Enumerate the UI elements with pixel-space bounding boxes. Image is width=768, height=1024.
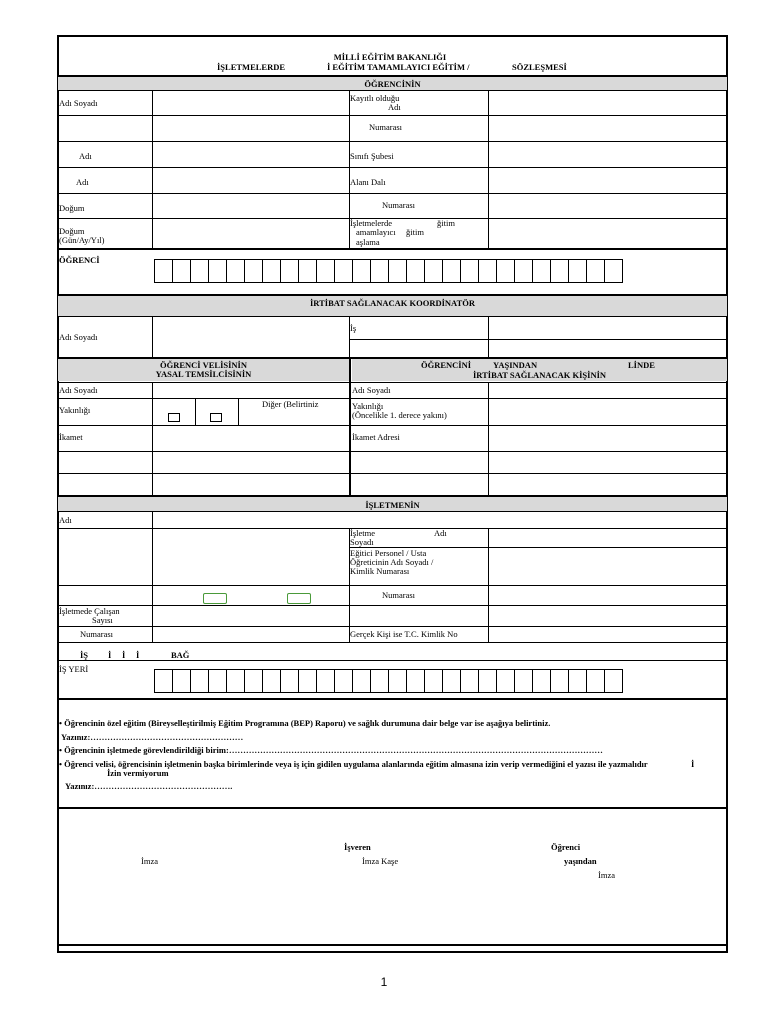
- student-birthplace-label: Doğum: [59, 203, 85, 213]
- training-label-4: ğitim: [406, 227, 424, 237]
- trainer-label-1: Eğitici Personel / Usta: [350, 548, 427, 558]
- training-label-5: aşlama: [356, 237, 380, 247]
- guardian-address-label: İkamet: [59, 432, 83, 442]
- left-signature-label: İmza: [141, 856, 158, 866]
- student-id-cells[interactable]: [155, 259, 623, 283]
- school-name-label: Adı: [388, 102, 401, 112]
- business-section-title: İŞLETMENİN: [365, 500, 420, 510]
- student-signature-label: İmza: [598, 870, 615, 880]
- student-signature-title: Öğrenci: [551, 842, 581, 852]
- contract-form: [57, 35, 728, 953]
- coordinator-work-label: İş: [350, 323, 357, 333]
- note-line-5: İzin vermiyorum: [107, 768, 169, 778]
- tc-label: Gerçek Kişi ise T.C. Kimlik No: [350, 629, 458, 639]
- contact-relation-note: (Öncelikle 1. derece yakını): [352, 410, 447, 420]
- option-box-1[interactable]: [203, 593, 227, 604]
- employer-stamp-label: İmza Kaşe: [362, 856, 399, 866]
- title-mid: İ EĞİTİM TAMAMLAYICI EĞİTİM /: [327, 62, 470, 72]
- contact-relation-label: Yakınlığı: [352, 401, 384, 411]
- owner-label-2: Adı: [434, 528, 447, 538]
- workplace-heading-4: İ: [136, 650, 140, 660]
- field-label: Alanı Dalı: [350, 177, 386, 187]
- title-left: İŞLETMELERDE: [217, 62, 286, 72]
- title-right: SÖZLEŞMESİ: [512, 62, 567, 72]
- workplace-heading-3: İ: [122, 650, 126, 660]
- student-father-label: Adı: [79, 151, 92, 161]
- student-birthdate-format: (Gün/Ay/Yıl): [59, 235, 105, 245]
- contact-title-1: ÖĞRENCİNİ: [421, 360, 472, 370]
- ministry-title: MİLLİ EĞİTİM BAKANLIĞI: [333, 52, 447, 62]
- business-number-label-2: Numarası: [80, 629, 114, 639]
- contact-title-4: İRTİBAT SAĞLANACAK KİŞİNİN: [472, 370, 607, 380]
- employer-label: İşveren: [344, 842, 371, 852]
- workplace-id-cells[interactable]: [155, 669, 623, 693]
- owner-label-1: İşletme: [350, 528, 376, 538]
- trainer-label-3: Kimlik Numarası: [350, 566, 410, 576]
- business-number-label: Numarası: [382, 590, 416, 600]
- guardian-title-2: YASAL TEMSİLCİSİNİN: [155, 369, 252, 379]
- coordinator-name-label: Adı Soyadı: [59, 332, 98, 342]
- workplace-id-label: İŞ YERİ: [59, 664, 89, 674]
- contact-title-3: LİNDE: [628, 360, 655, 370]
- contact-address-label: İkamet Adresi: [352, 432, 400, 442]
- contact-name-label: Adı Soyadı: [352, 385, 391, 395]
- student-birthdate-label: Doğum: [59, 226, 85, 236]
- training-label-1: İşletmelerde: [350, 218, 393, 228]
- school-number-label: Numarası: [369, 122, 403, 132]
- student-mother-label: Adı: [76, 177, 89, 187]
- note-line-2: Yazınız:………………………………………………: [61, 732, 244, 742]
- training-label-3: amamlayıcı: [356, 227, 396, 237]
- employees-label-2: Sayısı: [92, 615, 113, 625]
- student-number-label: Numarası: [382, 200, 416, 210]
- guardian-name-label: Adı Soyadı: [59, 385, 98, 395]
- workplace-heading-1: İŞ: [80, 650, 89, 660]
- class-label: Sınıfı Şubesi: [350, 151, 394, 161]
- relation-checkbox-2[interactable]: [210, 413, 222, 422]
- note-line-6: Yazınız:………………………………………….: [65, 781, 233, 791]
- workplace-heading-2: İ: [108, 650, 112, 660]
- trainer-label-2: Öğreticinin Adı Soyadı /: [350, 557, 434, 567]
- training-label-2: ğitim: [437, 218, 455, 228]
- workplace-heading-5: BAĞ: [171, 650, 190, 660]
- note-line-3: • Öğrencinin işletmede görevlendirildiği birim:……………………………………………………………………………………………………………………: [59, 745, 603, 755]
- note-line-4-end: İ: [691, 759, 695, 769]
- relation-checkbox-1[interactable]: [168, 413, 180, 422]
- contact-title-2: YAŞINDAN: [493, 360, 538, 370]
- student-age-label: yaşından: [564, 856, 597, 866]
- page-number: 1: [380, 975, 388, 989]
- student-name-label: Adı Soyadı: [59, 98, 98, 108]
- guardian-other-label: Diğer (Belirtiniz: [262, 399, 319, 409]
- employees-label-1: İşletmede Çalışan: [59, 606, 120, 616]
- guardian-relation-label: Yakınlığı: [59, 405, 91, 415]
- note-line-1: • Öğrencinin özel eğitim (Bireyselleştirilmiş Eğitim Programına (BEP) Raporu) ve sağlık durumuna dair belge var ise aşağıya belirtiniz.: [59, 718, 551, 728]
- business-name-label: Adı: [59, 515, 72, 525]
- owner-label-3: Soyadı: [350, 537, 374, 547]
- student-id-label: ÖĞRENCİ: [59, 255, 100, 265]
- option-box-2[interactable]: [287, 593, 311, 604]
- note-line-4: • Öğrenci velisi, öğrencisinin işletmenin başka birimlerinde veya iş için gidilen uygulama alanlarında eğitim almasına izin verip vermediğini el yazısı ile yazmalıdır: [59, 759, 648, 769]
- coordinator-section-title: İRTİBAT SAĞLANACAK KOORDİNATÖR: [309, 298, 475, 308]
- school-label: Kayıtlı olduğu: [350, 93, 400, 103]
- student-section-title: ÖĞRENCİNİN: [364, 79, 421, 89]
- guardian-title-1: ÖĞRENCİ VELİSİNİN: [160, 360, 247, 370]
